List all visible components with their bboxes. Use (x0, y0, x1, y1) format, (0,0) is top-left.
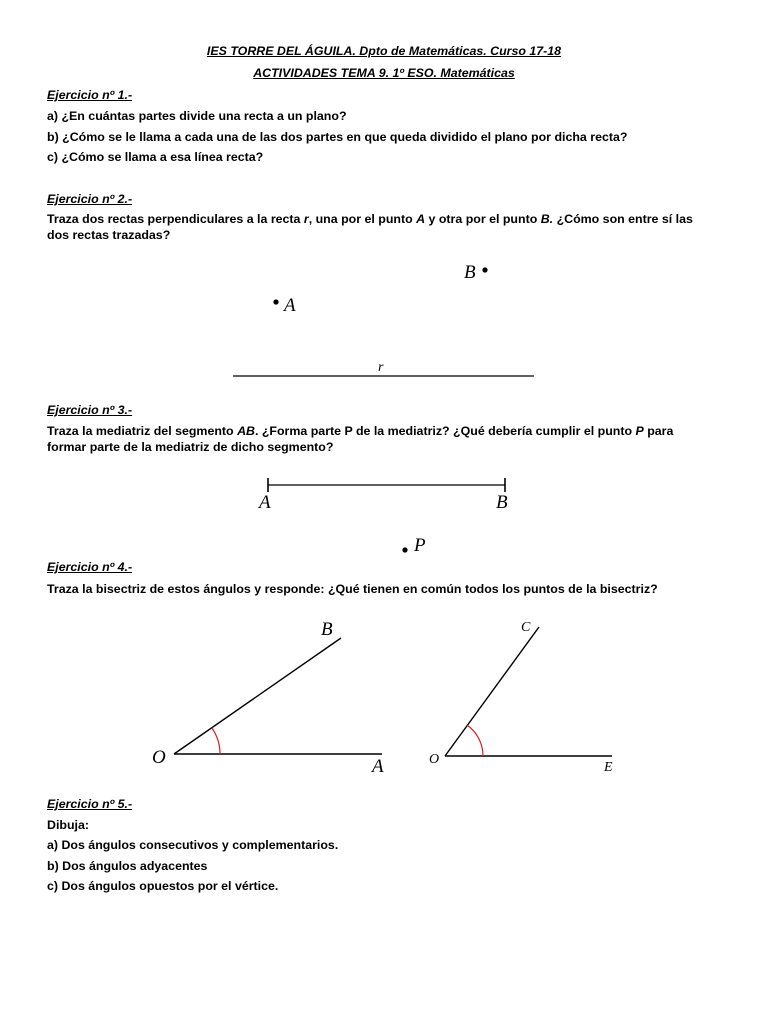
exercise-2-var-b: B. (540, 212, 554, 226)
label-segment-a: A (259, 492, 271, 513)
label-angle1-b: B (321, 619, 333, 640)
label-angle1-a: A (372, 756, 384, 777)
document-subtitle: ACTIVIDADES TEMA 9. 1º ESO. Matemáticas (253, 66, 515, 80)
label-point-b: B (464, 262, 476, 283)
exercise-2-text-4: ¿Cómo son entre sí las dos rectas trazadas? (47, 212, 693, 242)
ray-ob (174, 638, 341, 754)
exercise-1-question-c: c) ¿Cómo se llama a esa línea recta? (47, 150, 264, 164)
exercise-1-question-a: a) ¿En cuántas partes divide una recta a un plano? (47, 109, 347, 123)
exercise-4-angle-1 (174, 638, 382, 754)
label-segment-b: B (496, 492, 508, 513)
exercise-1-question-b: b) ¿Cómo se le llama a cada una de las dos partes en que queda dividido el plano por dicha recta? (47, 130, 628, 144)
label-angle2-e: E (604, 760, 613, 775)
exercise-2-text-3: y otra por el punto (425, 212, 541, 226)
exercise-3-var-ab: AB (237, 424, 255, 438)
point-p-dot (402, 547, 407, 552)
angle-2-arc (467, 725, 483, 756)
exercise-3-var-p: P (635, 424, 644, 438)
exercise-4-angle-2 (445, 627, 612, 756)
point-b-dot (482, 267, 487, 272)
exercise-3-text-3: para formar parte de la mediatriz de dicho segmento? (47, 424, 674, 454)
label-angle1-o: O (152, 747, 166, 768)
exercise-4-heading: Ejercicio nº 4.- (47, 560, 133, 574)
exercise-3-text-2: . ¿Forma parte P de la mediatriz? ¿Qué debería cumplir el punto (254, 424, 636, 438)
exercise-5-item-a: a) Dos ángulos consecutivos y complementarios. (47, 838, 339, 852)
angle-1-arc (212, 728, 220, 754)
exercise-5-heading: Ejercicio nº 5.- (47, 797, 133, 811)
label-point-p: P (414, 535, 426, 556)
exercise-5-intro: Dibuja: (47, 818, 89, 832)
label-angle2-o: O (429, 752, 440, 767)
exercise-5-item-c: c) Dos ángulos opuestos por el vértice. (47, 879, 279, 893)
exercise-3-text-1: Traza la mediatriz del segmento (47, 424, 238, 438)
label-point-a: A (284, 295, 296, 316)
exercise-2-figure (233, 267, 534, 376)
exercise-2-text-1: Traza dos rectas perpendiculares a la recta (47, 212, 304, 226)
exercise-1-heading: Ejercicio nº 1.- (47, 88, 133, 102)
exercise-2-heading: Ejercicio nº 2.- (47, 192, 133, 206)
exercise-2-var-r: r (303, 212, 309, 226)
label-angle2-c: C (521, 620, 531, 635)
point-a-dot (273, 299, 278, 304)
exercise-2-var-a: A (416, 212, 426, 226)
exercise-5-item-b: b) Dos ángulos adyacentes (47, 859, 208, 873)
document-title: IES TORRE DEL ÁGUILA. Dpto de Matemáticas. Curso 17-18 (206, 44, 562, 58)
exercise-4-statement: Traza la bisectriz de estos ángulos y responde: ¿Qué tienen en común todos los puntos de la bisectriz? (47, 582, 658, 596)
ray-oc (445, 627, 539, 756)
exercise-2-text-2: , una por el punto (308, 212, 417, 226)
exercise-3-figure (268, 478, 505, 553)
exercise-3-heading: Ejercicio nº 3.- (47, 403, 133, 417)
label-line-r: r (378, 360, 384, 375)
